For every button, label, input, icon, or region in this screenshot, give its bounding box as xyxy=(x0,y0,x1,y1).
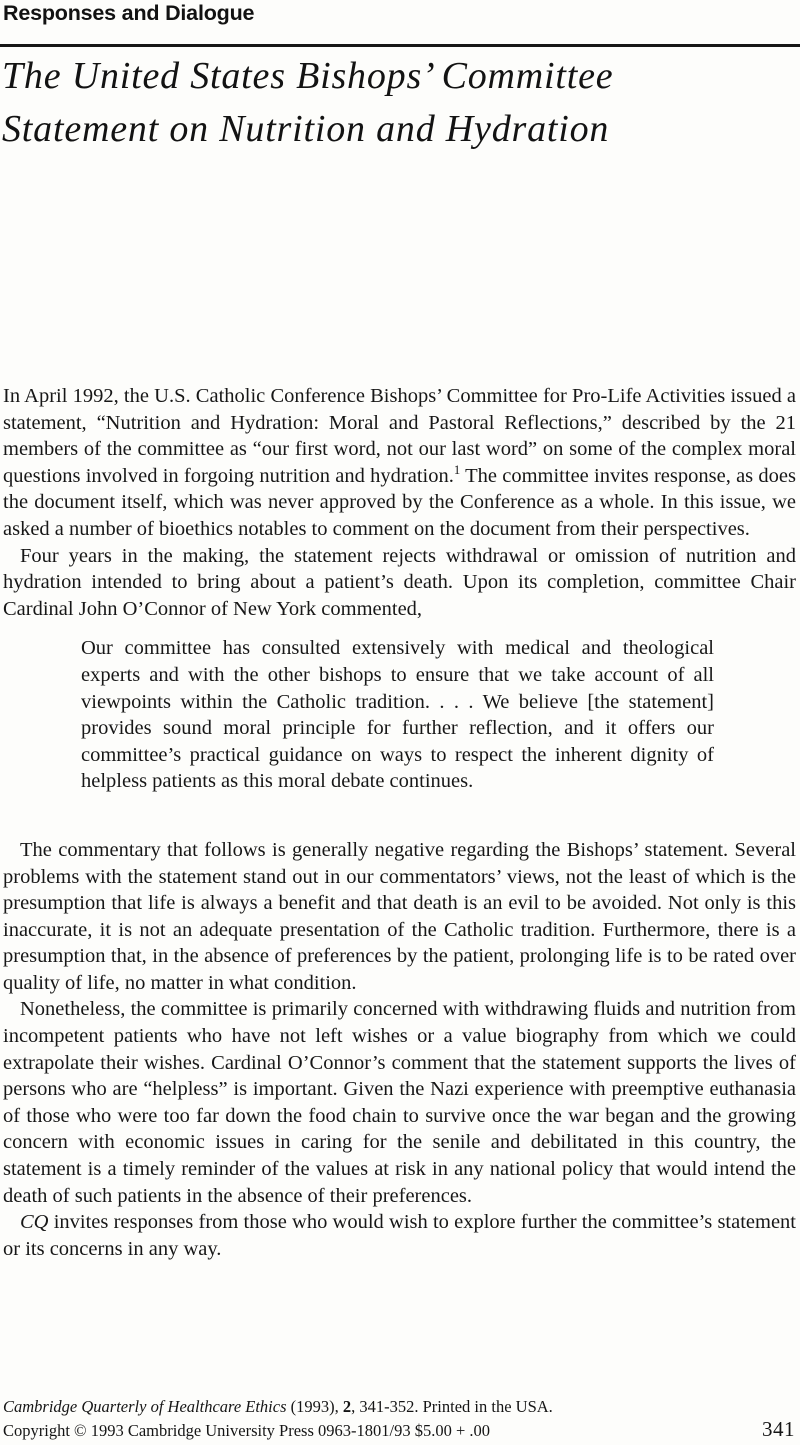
copyright-line xyxy=(3,1418,795,1442)
citation-volume: 2 xyxy=(342,1397,352,1416)
page-footer xyxy=(3,1396,795,1442)
masthead-rule-divider xyxy=(0,44,800,47)
footnote-1-marker: 1 xyxy=(453,462,461,477)
article-title: The United States Bishops’ Committee Statement on Nutrition and Hydration xyxy=(2,55,614,150)
paragraph-intro-text: In April 1992, the U.S. Catholic Conference Bishops’ Committee for Pro-Life Activities issued a statement, “Nutrition and Hydration: Moral and Pastoral Reflections,” described by the 21 members of the committee as “our first word, not our last word” on some of the complex moral questions involved in forgoing nutrition and hydration. xyxy=(3,385,796,487)
paragraph-nonetheless: Nonetheless, the committee is primarily concerned with withdrawing fluids and nutrition from incompetent patients who have not left wishes or a value biography from which we could extrapolate their wishes. Cardinal O’Connor’s comment that the statement supports the lives of persons who are “helpless” is important. Given the Nazi experience with preemptive euthanasia of those who were too far down the food chain to survive once the war began and the growing concern with economic issues in caring for the senile and debilitated in this country, the statement is a timely reminder of the values at risk in any national policy that would intend the death of such patients in the absence of their preferences. xyxy=(3,998,796,1207)
oconnor-block-quote: Our committee has consulted extensively with medical and theological experts and with the other bishops to ensure that we take account of all viewpoints within the Catholic tradition. . . . We believe [the statement] provides sound moral principle for further reflection, and it offers our committee’s practical guidance on ways to respect the inherent dignity of helpless patients as this moral debate continues. xyxy=(81,637,714,793)
citation-year: (1993), xyxy=(286,1397,343,1416)
article-body xyxy=(3,383,796,1262)
paragraph-intro xyxy=(3,383,796,543)
citation-journal-name: Cambridge Quarterly of Healthcare Ethics xyxy=(3,1397,287,1416)
paragraph-commentary: The commentary that follows is generally negative regarding the Bishops’ statement. Several problems with the statement stand out in our commentators’ views, not the least of which is the presumption that life is always a benefit and that death is an evil to be avoided. Not only is this inaccurate, it is not an adequate presentation of the Catholic tradition. Furthermore, there is a presumption that, in the absence of preferences by the patient, prolonging life is to be rated over quality of life, no matter in what condition. xyxy=(3,838,796,994)
citation-line xyxy=(3,1396,795,1418)
copyright-text: Copyright © 1993 Cambridge University Press 0963-1801/93 $5.00 + .00 xyxy=(3,1421,491,1440)
paragraph-invitation-text: invites responses from those who would wish to explore further the committee’s statement or its concerns in any way. xyxy=(3,1211,796,1260)
journal-abbreviation: CQ xyxy=(20,1211,49,1234)
paragraph-intro-continued: The committee invites response, as does the document itself, which was never approved by the Conference as a whole. In this issue, we asked a number of bioethics notables to comment on the document from their perspectives. xyxy=(3,464,797,540)
citation-pages: , 341-352. Printed in the USA. xyxy=(351,1397,553,1416)
section-masthead: Responses and Dialogue xyxy=(3,1,255,25)
page-number: 341 xyxy=(762,1417,795,1441)
paragraph-invitation xyxy=(3,1209,796,1262)
paragraph-four-years: Four years in the making, the statement rejects withdrawal or omission of nutrition and hydration intended to bring about a patient’s death. Upon its completion, committee Chair Cardinal John O’Connor of New York commented, xyxy=(3,544,796,620)
